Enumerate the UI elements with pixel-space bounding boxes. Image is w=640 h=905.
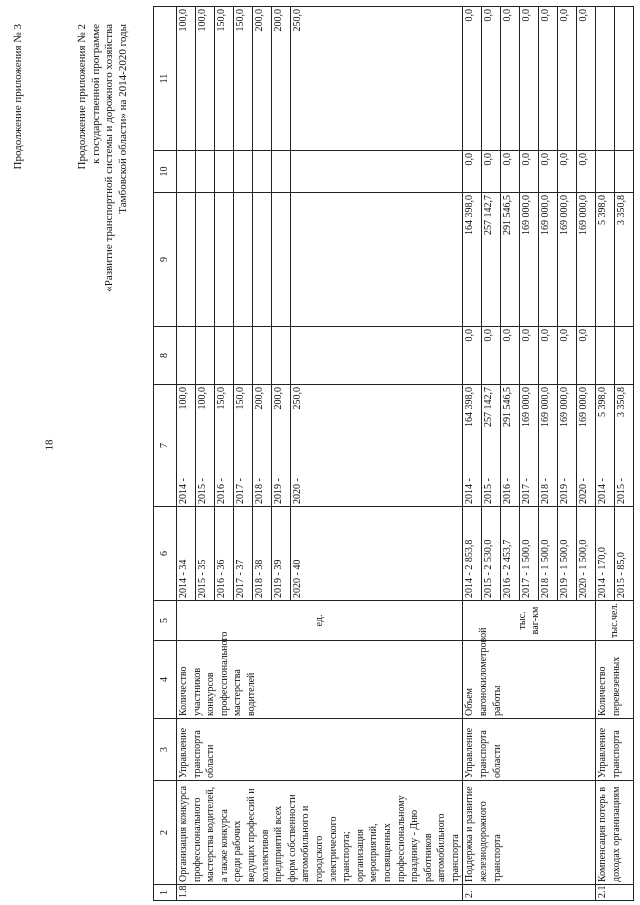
table-row: [596, 7, 634, 901]
column-number-header: 10: [154, 151, 177, 193]
target-row: [558, 507, 577, 600]
financing-row: [215, 7, 234, 150]
indicator-name: Количество участников конкурсов профессионального мастерства водителей: [177, 641, 463, 719]
header-line: Продолжение приложения № 3: [12, 24, 24, 170]
financing-year: 2017 -: [520, 446, 539, 507]
target-row: [196, 507, 215, 600]
financing-row: [272, 151, 291, 192]
target-row: [234, 507, 253, 600]
financing-value: [177, 151, 196, 192]
executor: Управление транспорта области: [463, 719, 596, 781]
financing-value: 3 350,8: [616, 195, 628, 225]
financing-year: 2020 -: [578, 478, 590, 504]
financing-row: [596, 7, 615, 150]
financing-value: [291, 193, 310, 326]
target-row: [215, 507, 234, 600]
financing-value: 0,0: [520, 327, 539, 384]
financing-row: [196, 193, 215, 326]
financing-amount: 100,0: [177, 385, 196, 446]
financing-row: [177, 7, 196, 150]
financing-total: [596, 385, 633, 506]
financing-row: [253, 151, 272, 192]
financing-row: [577, 7, 596, 150]
financing-row: [558, 151, 577, 192]
financing-value: 250,0: [292, 9, 303, 32]
financing-row: [501, 151, 520, 192]
financing-value: 5 398,0: [596, 193, 615, 326]
financing-value: 0,0: [501, 7, 520, 150]
financing-row: [520, 7, 539, 150]
target-value: 2017 - 37: [234, 507, 253, 600]
financing-row: [596, 151, 615, 192]
target-row: [520, 507, 539, 600]
appendix-header: [12, 0, 26, 905]
target-value: 2019 - 1 500,0: [558, 507, 577, 600]
financing-amount: 169 000,0: [578, 387, 590, 427]
financing-c8-cell: [177, 327, 463, 385]
financing-row: [539, 193, 558, 326]
financing-row: [291, 327, 310, 384]
financing-row: [577, 385, 596, 506]
financing-value: 100,0: [177, 7, 196, 150]
financing-value: [196, 193, 215, 326]
financing-row: [577, 327, 596, 384]
financing-row: [539, 385, 558, 506]
column-number-header: 8: [154, 327, 177, 385]
financing-row: [463, 385, 482, 506]
financing-amount: 169 000,0: [539, 385, 558, 446]
financing-value: [291, 151, 310, 192]
financing-value: 169 000,0: [520, 193, 539, 326]
financing-row: [196, 385, 215, 506]
financing-row: [482, 385, 501, 506]
target-value: 2014 - 170,0: [596, 507, 615, 600]
indicator-name: Объем вагонокилометровой работы: [463, 641, 596, 719]
financing-value: 150,0: [234, 7, 253, 150]
financing-row: [234, 151, 253, 192]
financing-row: [272, 7, 291, 150]
financing-amount: 5 398,0: [596, 385, 615, 446]
table-row: [177, 7, 463, 901]
table-body: [177, 7, 634, 901]
financing-row: [596, 193, 615, 326]
financing-row: [463, 327, 482, 384]
column-number-header: 6: [154, 507, 177, 601]
financing-value: [215, 151, 234, 192]
financing-value: 0,0: [463, 7, 482, 150]
target-values: [177, 507, 309, 600]
financing-row: [482, 327, 501, 384]
financing-row: [291, 193, 310, 326]
financing-value: [272, 151, 291, 192]
financing-value: [215, 327, 234, 384]
target-value: 2014 - 2 853,8: [463, 507, 482, 600]
financing-row: [520, 327, 539, 384]
table-row: [463, 7, 596, 901]
financing-row: [615, 151, 634, 192]
financing-value: [615, 151, 634, 192]
financing-row: [558, 193, 577, 326]
financing-row: [558, 7, 577, 150]
target-value: 2015 - 2 530,0: [482, 507, 501, 600]
header-line: Тамбовской области» на 2014-2020 годы: [116, 24, 129, 214]
financing-value: 164 398,0: [463, 193, 482, 326]
unit-of-measure: тыс.чел.: [596, 601, 634, 641]
financing-c11-cell: [177, 7, 463, 151]
financing-row: [501, 193, 520, 326]
financing-c11-cell: [463, 7, 596, 151]
financing-row: [196, 151, 215, 192]
financing-value: 0,0: [578, 329, 590, 342]
financing-value: [253, 327, 272, 384]
target-values-cell: [463, 507, 596, 601]
financing-c9-cell: [596, 193, 634, 327]
financing-c10-cell: [177, 151, 463, 193]
financing-year: 2016 -: [501, 446, 520, 507]
financing-c11: [463, 7, 595, 150]
financing-value: [253, 193, 272, 326]
financing-row: [463, 151, 482, 192]
target-row: [177, 507, 196, 600]
financing-value: [596, 151, 615, 192]
financing-c11: [177, 7, 309, 150]
column-number-header: 9: [154, 193, 177, 327]
financing-row: [253, 327, 272, 384]
executor: Управление транспорта: [596, 719, 634, 781]
column-number-header: 3: [154, 719, 177, 781]
financing-row: [234, 7, 253, 150]
financing-row: [215, 327, 234, 384]
financing-row: [615, 385, 634, 506]
row-number: 1.8.: [177, 885, 463, 901]
financing-row: [177, 327, 196, 384]
financing-year: 2017 -: [234, 446, 253, 507]
financing-c8: [596, 327, 633, 384]
financing-row: [520, 385, 539, 506]
financing-year: 2018 -: [539, 446, 558, 507]
financing-value: 0,0: [482, 151, 501, 192]
financing-value: 0,0: [558, 151, 577, 192]
financing-row: [520, 151, 539, 192]
financing-amount: 257 142,7: [482, 385, 501, 446]
financing-amount: 150,0: [215, 385, 234, 446]
target-value: 2016 - 2 453,7: [501, 507, 520, 600]
target-row: [463, 507, 482, 600]
financing-amount: 200,0: [272, 385, 291, 446]
financing-c9-cell: [177, 193, 463, 327]
financing-value: [234, 151, 253, 192]
row-number: 2.: [463, 885, 596, 901]
target-value: 2020 - 40: [292, 559, 303, 598]
financing-value: 169 000,0: [539, 193, 558, 326]
column-number-header: 1: [154, 885, 177, 901]
financing-row: [272, 193, 291, 326]
financing-row: [596, 327, 615, 384]
financing-amount: 169 000,0: [558, 385, 577, 446]
financing-amount: 164 398,0: [463, 385, 482, 446]
column-number-header: 4: [154, 641, 177, 719]
financing-c10-cell: [463, 151, 596, 193]
financing-value: [196, 327, 215, 384]
unit-of-measure: ед.: [177, 601, 463, 641]
unit-of-measure: тыс. ваг-км: [463, 601, 596, 641]
page-number: 18: [43, 439, 56, 451]
financing-total: [177, 385, 309, 506]
financing-value: [253, 151, 272, 192]
program-table-wrapper: [153, 7, 634, 901]
financing-row: [177, 385, 196, 506]
financing-year: 2019 -: [272, 446, 291, 507]
financing-value: [615, 7, 634, 150]
financing-value: 200,0: [253, 7, 272, 150]
financing-value: 169 000,0: [558, 193, 577, 326]
target-row: [577, 507, 596, 600]
target-row: [291, 507, 310, 600]
column-number-header: 2: [154, 781, 177, 885]
financing-c10: [177, 151, 309, 192]
target-value: 2018 - 1 500,0: [539, 507, 558, 600]
financing-value: 0,0: [539, 7, 558, 150]
column-number-row: [154, 7, 177, 901]
financing-c8: [177, 327, 309, 384]
target-row: [615, 507, 634, 600]
financing-amount: 169 000,0: [520, 385, 539, 446]
financing-amount: 291 546,5: [501, 385, 520, 446]
financing-year: 2019 -: [558, 446, 577, 507]
financing-row: [272, 327, 291, 384]
financing-year: 2020 -: [292, 478, 303, 504]
header-line: Продолжение приложения № 2: [76, 24, 88, 170]
financing-c10: [596, 151, 633, 192]
financing-value: 0,0: [520, 151, 539, 192]
financing-row: [520, 193, 539, 326]
financing-row: [596, 385, 615, 506]
financing-amount: 3 350,8: [616, 387, 628, 417]
financing-c9: [463, 193, 595, 326]
financing-row: [539, 151, 558, 192]
target-row: [272, 507, 291, 600]
financing-row: [177, 151, 196, 192]
program-header: [76, 0, 130, 905]
financing-value: 0,0: [578, 9, 590, 22]
financing-value: [196, 151, 215, 192]
financing-row: [615, 193, 634, 326]
executor: Управление транспорта области: [177, 719, 463, 781]
target-values-cell: [596, 507, 634, 601]
measure-name: Организация конкурса профессионального мастерства водителей, а также конкурса среди рабочих ведущих профессий и коллективов предприятий всех форм собственности автомобильного и городского электрического транспорта; организация мероприятий, посвященных профессиональному празднику - Дню работников автомобильного транспорта: [177, 781, 463, 885]
target-value: 2020 - 1 500,0: [578, 539, 590, 598]
financing-row: [234, 193, 253, 326]
financing-row: [253, 385, 272, 506]
financing-row: [215, 385, 234, 506]
target-values-cell: [177, 507, 463, 601]
financing-value: 0,0: [578, 153, 590, 166]
financing-row: [272, 385, 291, 506]
financing-value: 150,0: [215, 7, 234, 150]
financing-row: [577, 193, 596, 326]
target-row: [539, 507, 558, 600]
financing-year: 2014 -: [177, 446, 196, 507]
financing-amount: 150,0: [234, 385, 253, 446]
financing-value: 0,0: [558, 327, 577, 384]
financing-value: [291, 327, 310, 384]
column-number-header: 5: [154, 601, 177, 641]
financing-value: 0,0: [539, 327, 558, 384]
financing-value: 0,0: [501, 151, 520, 192]
financing-value: 0,0: [520, 7, 539, 150]
financing-total: [463, 385, 595, 506]
financing-year: 2015 -: [196, 446, 215, 507]
target-values: [596, 507, 633, 600]
financing-row: [482, 151, 501, 192]
financing-row: [615, 7, 634, 150]
financing-total-cell: [596, 385, 634, 507]
financing-value: 0,0: [463, 327, 482, 384]
financing-c9: [177, 193, 309, 326]
financing-value: 0,0: [501, 327, 520, 384]
financing-value: 0,0: [558, 7, 577, 150]
target-row: [482, 507, 501, 600]
financing-c10-cell: [596, 151, 634, 193]
financing-row: [253, 193, 272, 326]
financing-value: 100,0: [196, 7, 215, 150]
financing-c9: [596, 193, 633, 326]
financing-value: 291 546,5: [501, 193, 520, 326]
target-values: [463, 507, 595, 600]
financing-row: [501, 385, 520, 506]
financing-row: [291, 385, 310, 506]
target-value: 2018 - 38: [253, 507, 272, 600]
financing-year: 2015 -: [616, 478, 628, 504]
financing-year: 2016 -: [215, 446, 234, 507]
financing-value: 169 000,0: [578, 195, 590, 235]
financing-c9-cell: [463, 193, 596, 327]
row-number: 2.1: [596, 885, 634, 901]
financing-row: [253, 7, 272, 150]
financing-row: [539, 7, 558, 150]
financing-row: [482, 7, 501, 150]
financing-row: [234, 385, 253, 506]
financing-row: [558, 327, 577, 384]
financing-c8-cell: [463, 327, 596, 385]
target-value: 2019 - 39: [272, 507, 291, 600]
financing-amount: 100,0: [196, 385, 215, 446]
financing-value: 0,0: [539, 151, 558, 192]
target-value: 2017 - 1 500,0: [520, 507, 539, 600]
financing-year: 2014 -: [596, 446, 615, 507]
program-table: [153, 6, 634, 901]
target-value: 2014 - 34: [177, 507, 196, 600]
financing-row: [539, 327, 558, 384]
financing-value: 0,0: [482, 327, 501, 384]
target-row: [596, 507, 615, 600]
financing-value: 200,0: [272, 7, 291, 150]
financing-row: [577, 151, 596, 192]
financing-year: 2015 -: [482, 446, 501, 507]
financing-value: [234, 193, 253, 326]
financing-value: [234, 327, 253, 384]
financing-value: [272, 193, 291, 326]
measure-name: Компенсация потерь в доходах организациям: [596, 781, 634, 885]
financing-year: 2014 -: [463, 446, 482, 507]
financing-value: [177, 327, 196, 384]
financing-value: [615, 327, 634, 384]
financing-value: [177, 193, 196, 326]
financing-row: [196, 7, 215, 150]
financing-value: [215, 193, 234, 326]
target-row: [501, 507, 520, 600]
header-line: «Развитие транспортной системы и дорожного хозяйства: [103, 24, 116, 292]
financing-row: [215, 193, 234, 326]
financing-row: [501, 327, 520, 384]
financing-row: [558, 385, 577, 506]
target-value: 2015 - 35: [196, 507, 215, 600]
financing-value: [596, 327, 615, 384]
financing-value: 0,0: [482, 7, 501, 150]
financing-total-cell: [463, 385, 596, 507]
column-number-header: 11: [154, 7, 177, 151]
financing-c8: [463, 327, 595, 384]
financing-row: [196, 327, 215, 384]
header-line: к государственной программе: [89, 24, 102, 164]
financing-row: [215, 151, 234, 192]
financing-row: [463, 193, 482, 326]
financing-value: [596, 7, 615, 150]
measure-name: Поддержка и развитие железнодорожного транспорта: [463, 781, 596, 885]
financing-row: [291, 151, 310, 192]
financing-c8-cell: [596, 327, 634, 385]
financing-amount: 200,0: [253, 385, 272, 446]
financing-row: [501, 7, 520, 150]
financing-year: 2018 -: [253, 446, 272, 507]
financing-row: [234, 327, 253, 384]
financing-row: [482, 193, 501, 326]
target-row: [253, 507, 272, 600]
financing-c11-cell: [596, 7, 634, 151]
financing-value: 0,0: [463, 151, 482, 192]
financing-value: 257 142,7: [482, 193, 501, 326]
financing-c11: [596, 7, 633, 150]
financing-row: [615, 327, 634, 384]
target-value: 2015 - 85,0: [616, 552, 628, 598]
financing-amount: 250,0: [292, 387, 303, 410]
financing-row: [177, 193, 196, 326]
financing-value: [272, 327, 291, 384]
financing-row: [291, 7, 310, 150]
financing-total-cell: [177, 385, 463, 507]
indicator-name: Количество перевезенных: [596, 641, 634, 719]
financing-c10: [463, 151, 595, 192]
financing-row: [463, 7, 482, 150]
column-number-header: 7: [154, 385, 177, 507]
target-value: 2016 - 36: [215, 507, 234, 600]
